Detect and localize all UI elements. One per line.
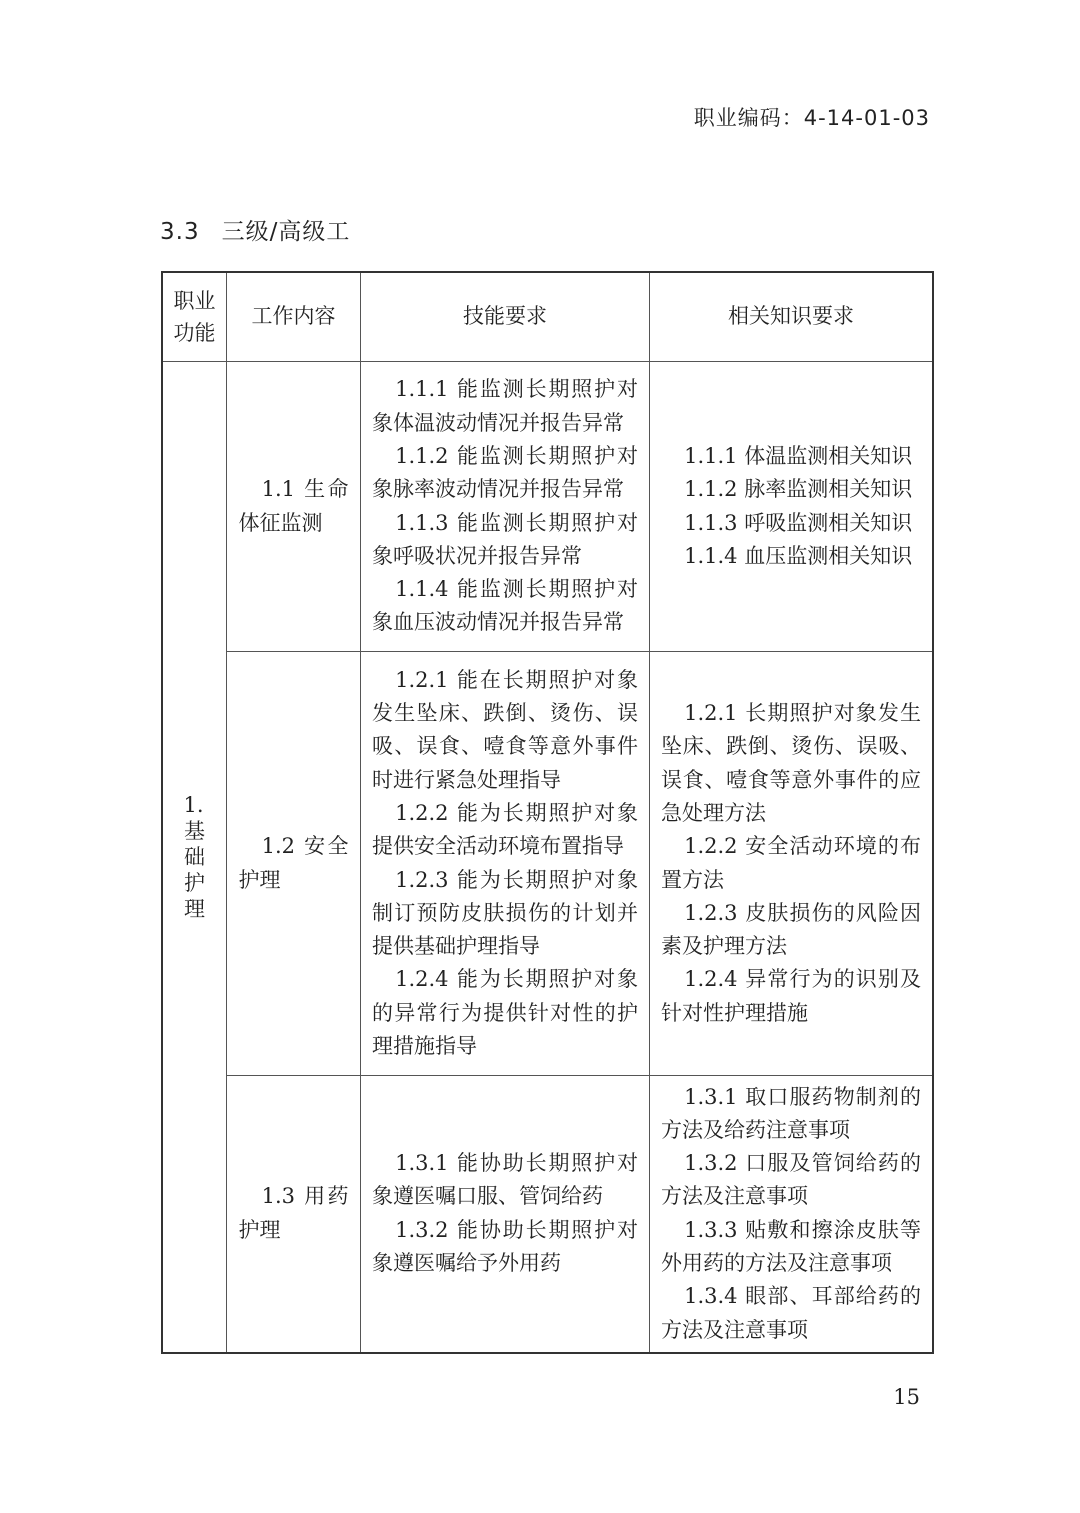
skill-item: 1.3.1 能协助长期照护对象遵医嘱口服、管饲给药: [372, 1151, 638, 1209]
skill-item: 1.2.2 能为长期照护对象提供安全活动环境布置指导: [372, 800, 638, 859]
skills-table: [161, 271, 934, 1354]
knowledge-item: 1.3.4 眼部、耳部给药的方法及注意事项: [661, 1284, 921, 1342]
skill-item: 1.1.4 能监测长期照护对象血压波动情况并报告异常: [372, 577, 638, 635]
skill-item: 1.1.1 能监测长期照护对象体温波动情况并报告异常: [372, 377, 638, 435]
knowledge-item: 1.2.2 安全活动环境的布置方法: [661, 834, 921, 892]
skill-item: 1.2.1 能在长期照护对象发生坠床、跌倒、烫伤、误吸、误食、噎食等意外事件时进行紧急处理指导: [372, 667, 638, 792]
page-number: 15: [893, 1385, 920, 1409]
knowledge-item: 1.1.3 呼吸监测相关知识: [684, 510, 913, 535]
function-number: 1.: [183, 792, 204, 817]
knowledge-item: 1.1.4 血压监测相关知识: [684, 543, 913, 568]
knowledge-item: 1.1.1 体温监测相关知识: [684, 443, 913, 468]
table-row: [162, 652, 933, 1076]
table-row: [162, 362, 933, 652]
knowledge-cell: [650, 1076, 934, 1353]
knowledge-item: 1.3.1 取口服药物制剂的方法及给药注意事项: [661, 1084, 921, 1142]
skill-item: 1.3.2 能协助长期照护对象遵医嘱给予外用药: [372, 1217, 638, 1276]
header-content: 工作内容: [227, 272, 361, 362]
table-row: [162, 1076, 933, 1353]
work-content: 1.3 用药护理: [238, 1184, 349, 1242]
knowledge-cell: [650, 652, 934, 1076]
skill-item: 1.1.2 能监测长期照护对象脉率波动情况并报告异常: [372, 443, 638, 502]
knowledge-item: 1.3.3 贴敷和擦涂皮肤等外用药的方法及注意事项: [661, 1217, 921, 1276]
skill-item: 1.2.4 能为长期照护对象的异常行为提供针对性的护理措施指导: [372, 967, 638, 1058]
knowledge-item: 1.2.1 长期照护对象发生坠床、跌倒、烫伤、误吸、误食、噎食等意外事件的应急处理方法: [661, 701, 921, 825]
knowledge-item: 1.3.2 口服及管饲给药的方法及注意事项: [661, 1151, 921, 1209]
header-function: 职业功能: [162, 272, 227, 362]
work-content: 1.1 生命体征监测: [238, 477, 349, 535]
section-heading: [160, 213, 350, 246]
header-skills: 技能要求: [361, 272, 650, 362]
knowledge-item: 1.2.3 皮肤损伤的风险因素及护理方法: [661, 900, 921, 959]
work-content-cell: [227, 362, 361, 652]
skill-item: 1.2.3 能为长期照护对象制订预防皮肤损伤的计划并提供基础护理指导: [372, 867, 638, 959]
work-content-cell: [227, 1076, 361, 1353]
work-content: 1.2 安全护理: [238, 834, 349, 892]
knowledge-item: 1.1.2 脉率监测相关知识: [684, 477, 913, 502]
knowledge-cell: [650, 362, 934, 652]
skills-cell: [361, 362, 650, 652]
skill-item: 1.1.3 能监测长期照护对象呼吸状况并报告异常: [372, 510, 638, 568]
skills-cell: [361, 652, 650, 1076]
knowledge-item: 1.2.4 异常行为的识别及针对性护理措施: [661, 967, 921, 1025]
function-cell: [162, 362, 227, 1353]
function-name: 基础护理: [184, 818, 205, 921]
skills-cell: [361, 1076, 650, 1353]
section-title: 三级/高级工: [221, 219, 351, 245]
table-header-row: [162, 272, 933, 362]
work-content-cell: [227, 652, 361, 1076]
section-number: 3.3: [160, 219, 200, 245]
occupation-code: 职业编码：4-14-01-03: [693, 106, 930, 130]
header-knowledge: 相关知识要求: [650, 272, 934, 362]
